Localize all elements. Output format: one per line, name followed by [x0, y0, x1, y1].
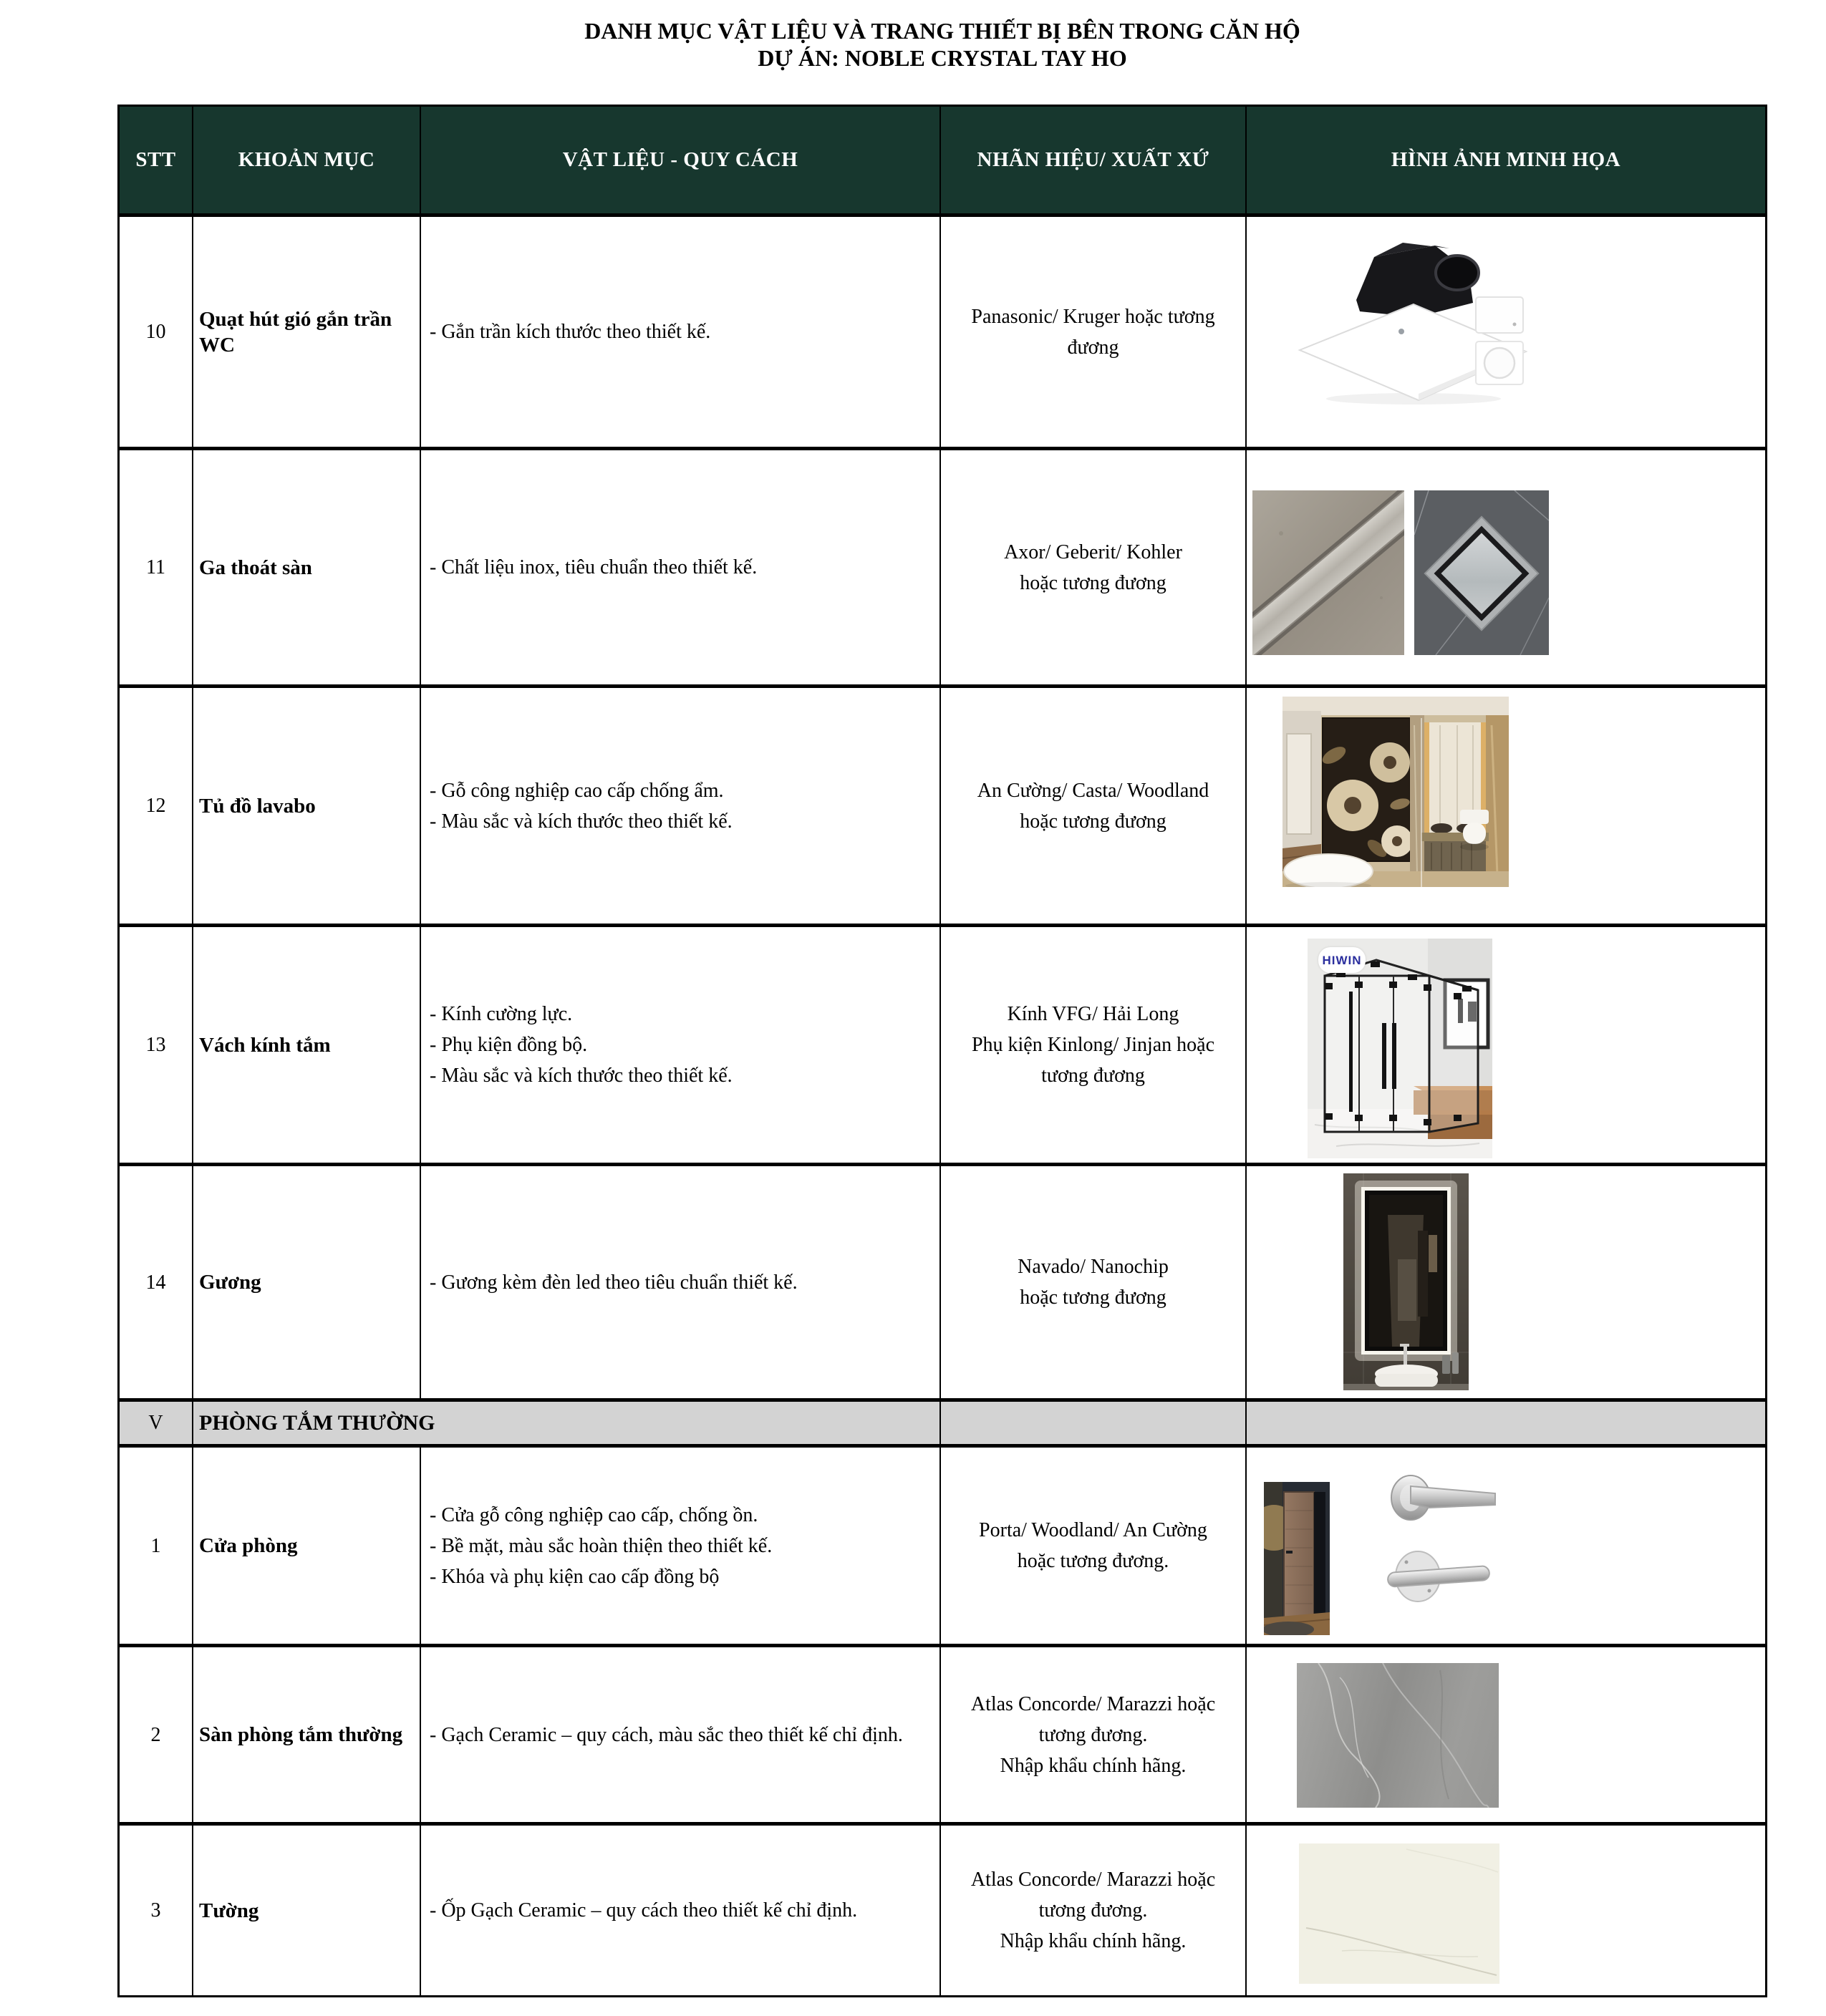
brand-cell: [941, 927, 1247, 1163]
table-row: [120, 927, 1765, 1166]
section-row: [120, 1402, 1765, 1448]
brand-cell: [941, 217, 1247, 447]
illustration-cell: [1247, 217, 1765, 447]
table-row: [120, 450, 1765, 688]
linear-floor-drain-photo: [1252, 490, 1404, 655]
materials-table: [117, 105, 1767, 1997]
row-number: 14: [120, 1166, 193, 1398]
illustration-cell: [1247, 688, 1765, 924]
brand-line: Phụ kiện Kinlong/ Jinjan hoặc tương đương: [971, 1034, 1215, 1087]
section-empty-image: [1247, 1402, 1765, 1444]
specs-cell: [421, 217, 941, 447]
table-row: [120, 1826, 1765, 1995]
row-number: 3: [120, 1826, 193, 1995]
square-floor-drain-photo: [1414, 490, 1549, 655]
ivory-tile-veins: [1299, 1843, 1499, 1984]
specs-cell: [421, 450, 941, 684]
illustration-cell: [1247, 1448, 1765, 1644]
row-number: 11: [120, 450, 193, 684]
brand-line: Atlas Concorde/ Marazzi hoặc tương đương.: [970, 1869, 1216, 1922]
spec-line: - Bề mặt, màu sắc hoàn thiện theo thiết kế.: [430, 1534, 773, 1557]
illustration-cell: [1247, 1647, 1765, 1822]
table-row: [120, 1448, 1765, 1647]
led-backlit-mirror-photo: [1343, 1173, 1469, 1390]
document-title: [117, 17, 1767, 72]
brand-line: hoặc tương đương: [1020, 810, 1166, 833]
brand-cell: [941, 1647, 1247, 1822]
spec-line: - Màu sắc và kích thước theo thiết kế.: [430, 810, 733, 833]
category-cell: Cửa phòng: [193, 1448, 421, 1644]
spec-line: - Gắn trần kích thước theo thiết kế.: [430, 321, 711, 343]
ceiling-exhaust-fan-photo: [1288, 236, 1533, 406]
header-material: VẬT LIỆU - QUY CÁCH: [421, 107, 941, 213]
category-cell: Sàn phòng tắm thường: [193, 1647, 421, 1822]
brand-cell: [941, 1826, 1247, 1995]
category-cell: Quạt hút gió gắn trần WC: [193, 217, 421, 447]
brand-line: An Cường/ Casta/ Woodland: [977, 779, 1209, 802]
brand-line: Nhập khẩu chính hãng.: [1000, 1930, 1187, 1952]
specs-cell: [421, 1647, 941, 1822]
category-cell: Tủ đồ lavabo: [193, 688, 421, 924]
spec-line: - Gương kèm đèn led theo tiêu chuẩn thiết kế.: [430, 1271, 798, 1294]
row-number: 13: [120, 927, 193, 1163]
ivory-ceramic-tile-photo: [1299, 1843, 1499, 1984]
illustration-cell: [1247, 927, 1765, 1163]
illustration-cell: [1247, 450, 1765, 684]
brand-line: Nhập khẩu chính hãng.: [1000, 1754, 1187, 1777]
category-cell: Gương: [193, 1166, 421, 1398]
room-door-photo: [1264, 1482, 1330, 1635]
brand-line: Porta/ Woodland/ An Cường hoặc tương đương.: [979, 1519, 1207, 1572]
spec-line: - Chất liệu inox, tiêu chuẩn theo thiết kế.: [430, 556, 758, 578]
spec-line: - Gỗ công nghiệp cao cấp chống ẩm.: [430, 779, 724, 802]
category-cell: Vách kính tắm: [193, 927, 421, 1163]
specs-cell: [421, 688, 941, 924]
brand-cell: [941, 688, 1247, 924]
brand-line: hoặc tương đương: [1020, 571, 1166, 594]
brand-line: hoặc tương đương: [1020, 1286, 1166, 1309]
header-category: KHOẢN MỤC: [193, 107, 421, 213]
category-cell: Tường: [193, 1826, 421, 1995]
title-line-2: DỰ ÁN: NOBLE CRYSTAL TAY HO: [758, 45, 1127, 71]
table-row: [120, 1647, 1765, 1826]
row-number: 1: [120, 1448, 193, 1644]
table-header-row: [120, 107, 1765, 217]
bathroom-vanity-interior-photo: [1282, 697, 1509, 887]
section-number: V: [120, 1402, 193, 1444]
spec-line: - Khóa và phụ kiện cao cấp đồng bộ: [430, 1565, 720, 1588]
specs-cell: [421, 927, 941, 1163]
header-image: HÌNH ẢNH MINH HỌA: [1391, 148, 1621, 171]
brand-line: Navado/ Nanochip: [1018, 1256, 1169, 1278]
category-cell: Ga thoát sàn: [193, 450, 421, 684]
brand-cell: [941, 450, 1247, 684]
specs-cell: [421, 1448, 941, 1644]
gray-tile-veins: [1297, 1663, 1499, 1808]
spec-line: - Phụ kiện đồng bộ.: [430, 1034, 588, 1056]
title-line-1: DANH MỤC VẬT LIỆU VÀ TRANG THIẾT BỊ BÊN TRONG CĂN HỘ: [584, 18, 1300, 44]
specs-cell: [421, 1826, 941, 1995]
spec-line: - Ốp Gạch Ceramic – quy cách theo thiết kế chỉ định.: [430, 1899, 858, 1922]
spec-line: - Cửa gỗ công nghiệp cao cấp, chống ồn.: [430, 1503, 758, 1526]
table-row: [120, 1166, 1765, 1402]
brand-cell: [941, 1166, 1247, 1398]
header-brand: NHÃN HIỆU/ XUẤT XỨ: [941, 107, 1247, 213]
header-stt: STT: [120, 107, 193, 213]
row-number: 12: [120, 688, 193, 924]
door-handles-photo: [1386, 1468, 1501, 1618]
brand-line: Atlas Concorde/ Marazzi hoặc tương đương.: [970, 1692, 1216, 1746]
hiwin-logo: HIWIN: [1318, 947, 1366, 973]
specs-cell: [421, 1166, 941, 1398]
spec-line: - Màu sắc và kích thước theo thiết kế.: [430, 1065, 733, 1087]
table-row: [120, 688, 1765, 927]
row-number: 2: [120, 1647, 193, 1822]
table-row: [120, 217, 1765, 450]
gray-ceramic-tile-photo: [1297, 1663, 1499, 1808]
section-empty-brand: [941, 1402, 1247, 1444]
brand-line: Panasonic/ Kruger hoặc tương đương: [971, 305, 1215, 359]
spec-line: - Gạch Ceramic – quy cách, màu sắc theo thiết kế chỉ định.: [430, 1723, 903, 1746]
illustration-cell: [1247, 1826, 1765, 1995]
row-number: 10: [120, 217, 193, 447]
brand-line: Axor/ Geberit/ Kohler: [1004, 541, 1182, 563]
illustration-cell: [1247, 1166, 1765, 1398]
brand-line: Kính VFG/ Hải Long: [1007, 1003, 1179, 1025]
brand-cell: [941, 1448, 1247, 1644]
spec-line: - Kính cường lực.: [430, 1003, 573, 1025]
section-title: PHÒNG TẮM THƯỜNG: [193, 1402, 941, 1444]
